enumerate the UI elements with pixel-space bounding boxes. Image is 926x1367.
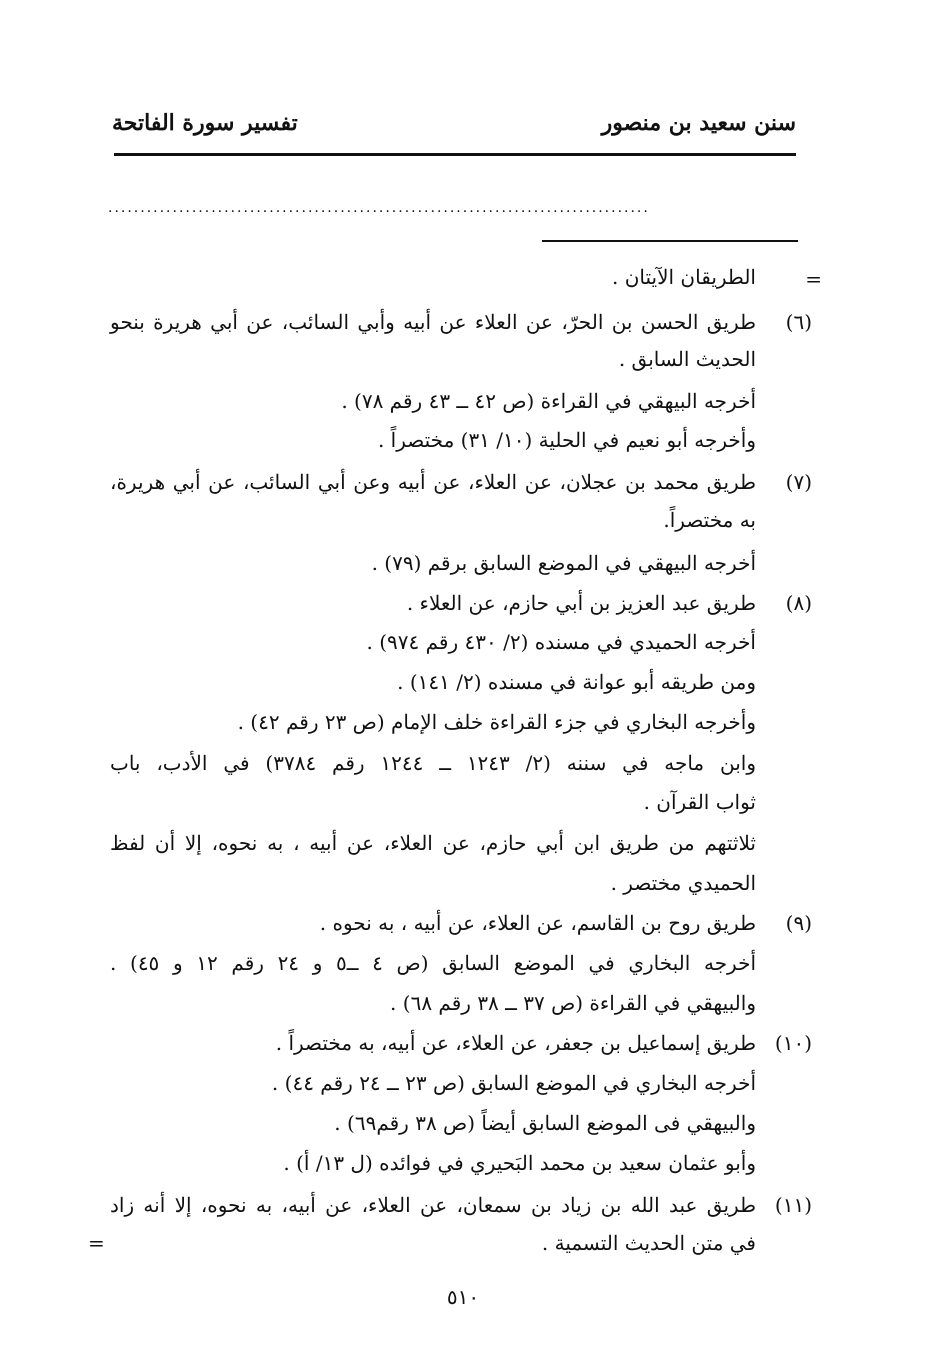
header-book-title: سنن سعيد بن منصور: [601, 110, 796, 136]
text-line: الحديث السابق .: [618, 347, 756, 371]
text-line: الحميدي مختصر .: [610, 871, 756, 895]
header-section-title: تفسير سورة الفاتحة: [112, 110, 298, 136]
page-number: ٥١٠: [446, 1285, 480, 1309]
text-line: به مختصراً.: [663, 508, 756, 532]
text-line: طريق عبد الله بن زياد بن سمعان، عن العلاء، عن أبيه، به نحوه، إلا أنه زاد: [110, 1193, 756, 1217]
text-line: وأبو عثمان سعيد بن محمد البَحيري في فوائده (ل ١٣/ أ) .: [283, 1151, 756, 1175]
note-number: (٩): [785, 911, 812, 935]
text-line: الطريقان الآيتان .: [612, 265, 756, 289]
text-line: أخرجه البخاري في الموضع السابق (ص ٤ ــ٥ و ٢٤ رقم ١٢ و ٤٥) .: [110, 951, 757, 975]
text-line: أخرجه الحميدي في مسنده (٢/ ٤٣٠ رقم ٩٧٤) .: [366, 630, 756, 654]
text-line: وأخرجه أبو نعيم في الحلية (١٠/ ٣١) مختصراً .: [377, 428, 756, 452]
text-line: ثواب القرآن .: [643, 790, 756, 814]
continuation-mark-top: =: [805, 267, 822, 291]
text-line: أخرجه البيهقي في القراءة (ص ٤٢ ــ ٤٣ رقم ٧٨) .: [341, 389, 756, 413]
text-line: والبيهقي فى الموضع السابق أيضاً (ص ٣٨ رقم٦٩) .: [334, 1111, 756, 1135]
text-line: أخرجه البخاري في الموضع السابق (ص ٢٣ ــ ٢٤ رقم ٤٤) .: [271, 1071, 756, 1095]
text-line: طريق محمد بن عجلان، عن العلاء، عن أبيه وعن أبي السائب، عن أبي هريرة،: [110, 470, 756, 494]
text-line: وأخرجه البخاري في جزء القراءة خلف الإمام (ص ٢٣ رقم ٤٢) .: [237, 710, 756, 734]
note-number: (٦): [785, 310, 812, 334]
text-line: طريق عبد العزيز بن أبي حازم، عن العلاء .: [406, 591, 756, 615]
header-rule: [114, 153, 796, 156]
text-line: والبيهقي في القراءة (ص ٣٧ ــ ٣٨ رقم ٦٨) .: [390, 991, 756, 1015]
text-line: أخرجه البيهقي في الموضع السابق برقم (٧٩) .: [371, 551, 756, 575]
note-number: (١٠): [774, 1031, 812, 1055]
note-number: (١١): [774, 1193, 812, 1217]
text-line: في متن الحديث التسمية .: [541, 1231, 756, 1255]
footnote-rule: [542, 240, 798, 242]
note-number: (٧): [785, 470, 812, 494]
text-line: طريق الحسن بن الحرّ، عن العلاء عن أبيه وأبي السائب، عن أبي هريرة بنحو: [110, 310, 756, 334]
text-line: طريق روح بن القاسم، عن العلاء، عن أبيه ، به نحوه .: [319, 911, 756, 935]
text-line: طريق إسماعيل بن جعفر، عن العلاء، عن أبيه، به مختصراً .: [275, 1031, 756, 1055]
text-line: وابن ماجه في سننه (٢/ ١٢٤٣ ــ ١٢٤٤ رقم ٣٧٨٤) في الأدب، باب: [110, 751, 756, 775]
note-number: (٨): [785, 591, 812, 615]
dotted-separator: ....................................................................................: [108, 200, 650, 216]
continuation-mark-bottom: =: [88, 1231, 105, 1255]
text-line: ومن طريقه أبو عوانة في مسنده (٢/ ١٤١) .: [397, 670, 756, 694]
text-line: ثلاثتهم من طريق ابن أبي حازم، عن العلاء، عن أبيه ، به نحوه، إلا أن لفظ: [110, 831, 756, 855]
